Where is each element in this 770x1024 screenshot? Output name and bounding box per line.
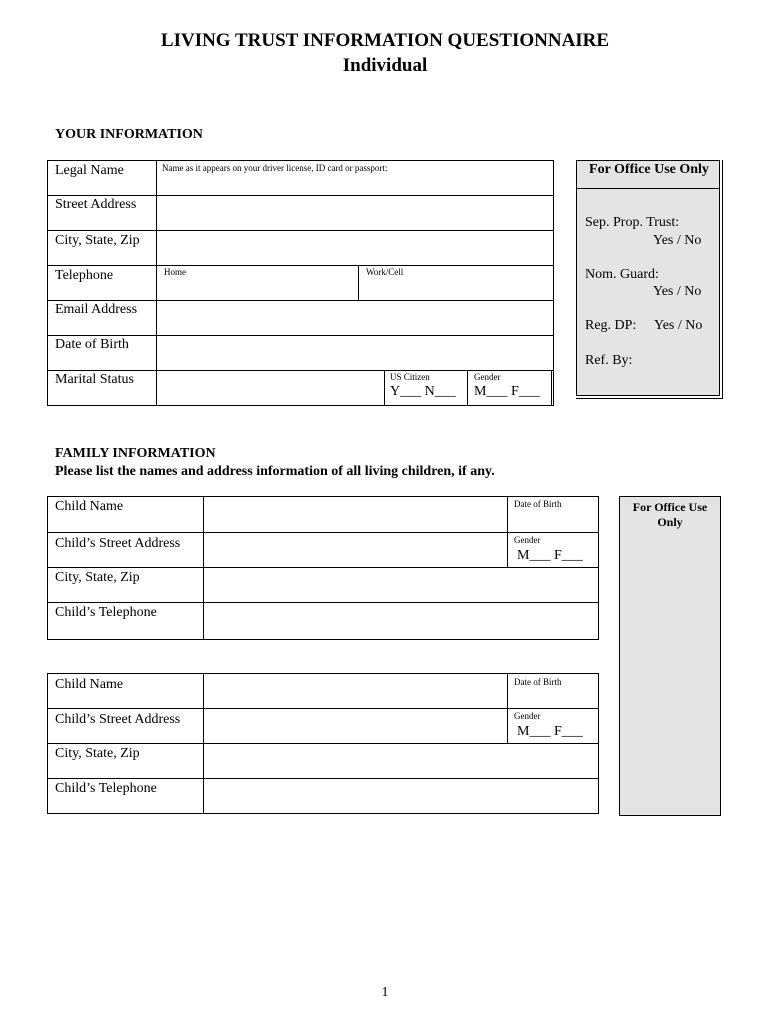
work-phone-label: Work/Cell [366,267,404,277]
child-telephone-field[interactable] [204,779,598,813]
email-address-field[interactable] [157,301,553,335]
street-address-field[interactable] [157,196,553,230]
work-phone-field[interactable] [359,278,553,300]
child-city-state-zip-label: City, State, Zip [55,570,140,585]
date-of-birth-field[interactable] [157,336,553,370]
page-number: 1 [381,985,389,1000]
office-use-box-family [619,496,721,816]
page-subtitle: Individual [342,55,428,76]
child-street-address-label: Child’s Street Address [55,712,181,727]
child-telephone-field[interactable] [204,603,598,639]
reg-dp-label: Reg. DP: [585,318,637,333]
office-use-title-line2: Only [657,515,683,529]
gender-checkbox[interactable]: M___ F___ [474,384,540,399]
your-information-heading: YOUR INFORMATION [55,127,203,142]
child-gender-checkbox[interactable]: M___ F___ [517,724,583,739]
nom-guard-label: Nom. Guard: [585,267,659,282]
city-state-zip-field[interactable] [157,231,553,265]
child-name-field[interactable] [204,497,507,532]
child-street-address-label: Child’s Street Address [55,536,181,551]
us-citizen-label: US Citizen [390,372,430,382]
child-telephone-label: Child’s Telephone [55,781,157,796]
gender-label: Gender [474,372,501,382]
child-street-address-field[interactable] [204,709,507,743]
ref-by-label: Ref. By: [585,353,633,368]
home-phone-field[interactable] [157,278,357,300]
telephone-label: Telephone [55,268,114,283]
nom-guard-value: Yes / No [653,284,702,299]
child-gender-label: Gender [514,711,541,721]
child-gender-checkbox[interactable]: M___ F___ [517,548,583,563]
child-dob-field[interactable] [508,688,598,708]
page-title: LIVING TRUST INFORMATION QUESTIONNAIRE [160,30,610,51]
legal-name-hint: Name as it appears on your driver license, ID card or passport: [162,163,388,173]
marital-status-label: Marital Status [55,372,134,387]
sep-prop-trust-label: Sep. Prop. Trust: [585,215,680,230]
sep-prop-trust-value: Yes / No [653,233,702,248]
legal-name-field[interactable] [157,175,553,195]
child-street-address-field[interactable] [204,533,507,567]
reg-dp-value: Yes / No [654,318,703,333]
office-use-title-line1: For Office Use [632,500,708,514]
child-dob-field[interactable] [508,510,598,532]
child-dob-label: Date of Birth [514,677,562,687]
us-citizen-checkbox[interactable]: Y___ N___ [390,384,456,399]
city-state-zip-label: City, State, Zip [55,233,140,248]
email-address-label: Email Address [55,302,138,317]
legal-name-label: Legal Name [55,163,124,178]
child-gender-label: Gender [514,535,541,545]
child-name-label: Child Name [55,677,124,692]
home-phone-label: Home [164,267,186,277]
marital-status-field[interactable] [157,371,384,406]
child-name-label: Child Name [55,499,124,514]
child-city-state-zip-field[interactable] [204,568,598,602]
office-use-title: For Office Use Only [589,162,709,177]
office-use-box [576,160,720,396]
child-city-state-zip-field[interactable] [204,744,598,778]
street-address-label: Street Address [55,197,137,212]
child-city-state-zip-label: City, State, Zip [55,746,140,761]
child-dob-label: Date of Birth [514,499,562,509]
date-of-birth-label: Date of Birth [55,337,129,352]
child-name-field[interactable] [204,674,507,708]
family-information-heading: FAMILY INFORMATION [55,446,216,461]
family-information-instructions: Please list the names and address information of all living children, if any. [55,464,495,479]
child-telephone-label: Child’s Telephone [55,605,157,620]
